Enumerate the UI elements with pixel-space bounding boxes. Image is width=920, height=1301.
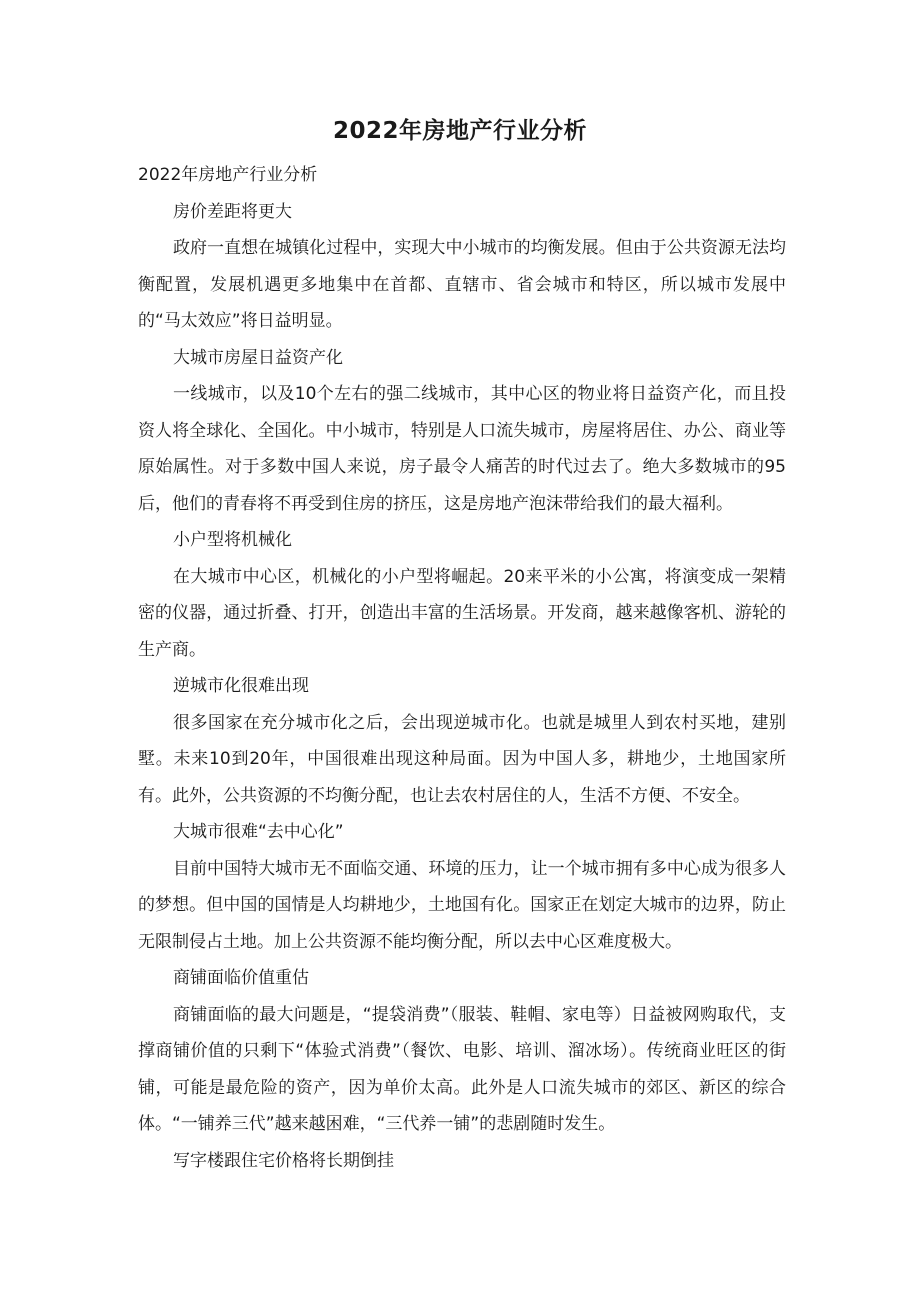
section-paragraph: 很多国家在充分城市化之后，会出现逆城市化。也就是城里人到农村买地，建别墅。未来10到20年，中国很难出现这种局面。因为中国人多，耕地少，土地国家所有。此外，公共资源的不均衡分配，也让去农村居住的人，生活不方便、不安全。 [138,712,786,806]
section-heading: 房价差距将更大 [173,201,292,222]
document-body [138,157,786,1179]
section-paragraph: 政府一直想在城镇化过程中，实现大中小城市的均衡发展。但由于公共资源无法均衡配置，发展机遇更多地集中在首都、直辖市、省会城市和特区，所以城市发展中的“马太效应”将日益明显。 [138,238,786,331]
section-heading: 逆城市化很难出现 [173,676,309,696]
section-heading: 商铺面临价值重估 [173,968,309,988]
document-title: 2022年房地产行业分析 [332,118,587,144]
section-paragraph: 商铺面临的最大问题是，“提袋消费”（服装、鞋帽、家电等）日益被网购取代，支撑商铺价值的只剩下“体验式消费”（餐饮、电影、培训、溜冰场）。传统商业旺区的街铺，可能是最危险的资产，因为单价太高。此外是人口流失城市的郊区、新区的综合体。“一铺养三代”越来越困难，“三代养一铺”的悲剧随时发生。 [138,1004,786,1134]
section-paragraph: 一线城市，以及10个左右的强二线城市，其中心区的物业将日益资产化，而且投资人将全球化、全国化。中小城市，特别是人口流失城市，房屋将居住、办公、商业等原始属性。对于多数中国人来说，房子最令人痛苦的时代过去了。绝大多数城市的95后，他们的青春将不再受到住房的挤压，这是房地产泡沫带给我们的最大福利。 [138,384,786,514]
section-paragraph: 目前中国特大城市无不面临交通、环境的压力，让一个城市拥有多中心成为很多人的梦想。但中国的国情是人均耕地少，土地国有化。国家正在划定大城市的边界，防止无限制侵占土地。加上公共资源不能均衡分配，所以去中心区难度极大。 [138,858,786,952]
section-heading: 写字楼跟住宅价格将长期倒挂 [173,1150,394,1171]
document-subtitle: 2022年房地产行业分析 [138,165,318,185]
section-heading: 大城市房屋日益资产化 [173,347,343,368]
section-heading: 小户型将机械化 [173,530,292,550]
section-paragraph: 在大城市中心区，机械化的小户型将崛起。20来平米的小公寓，将演变成一架精密的仪器，通过折叠、打开，创造出丰富的生活场景。开发商，越来越像客机、游轮的生产商。 [138,566,786,660]
section-heading: 大城市很难“去中心化” [173,822,344,842]
